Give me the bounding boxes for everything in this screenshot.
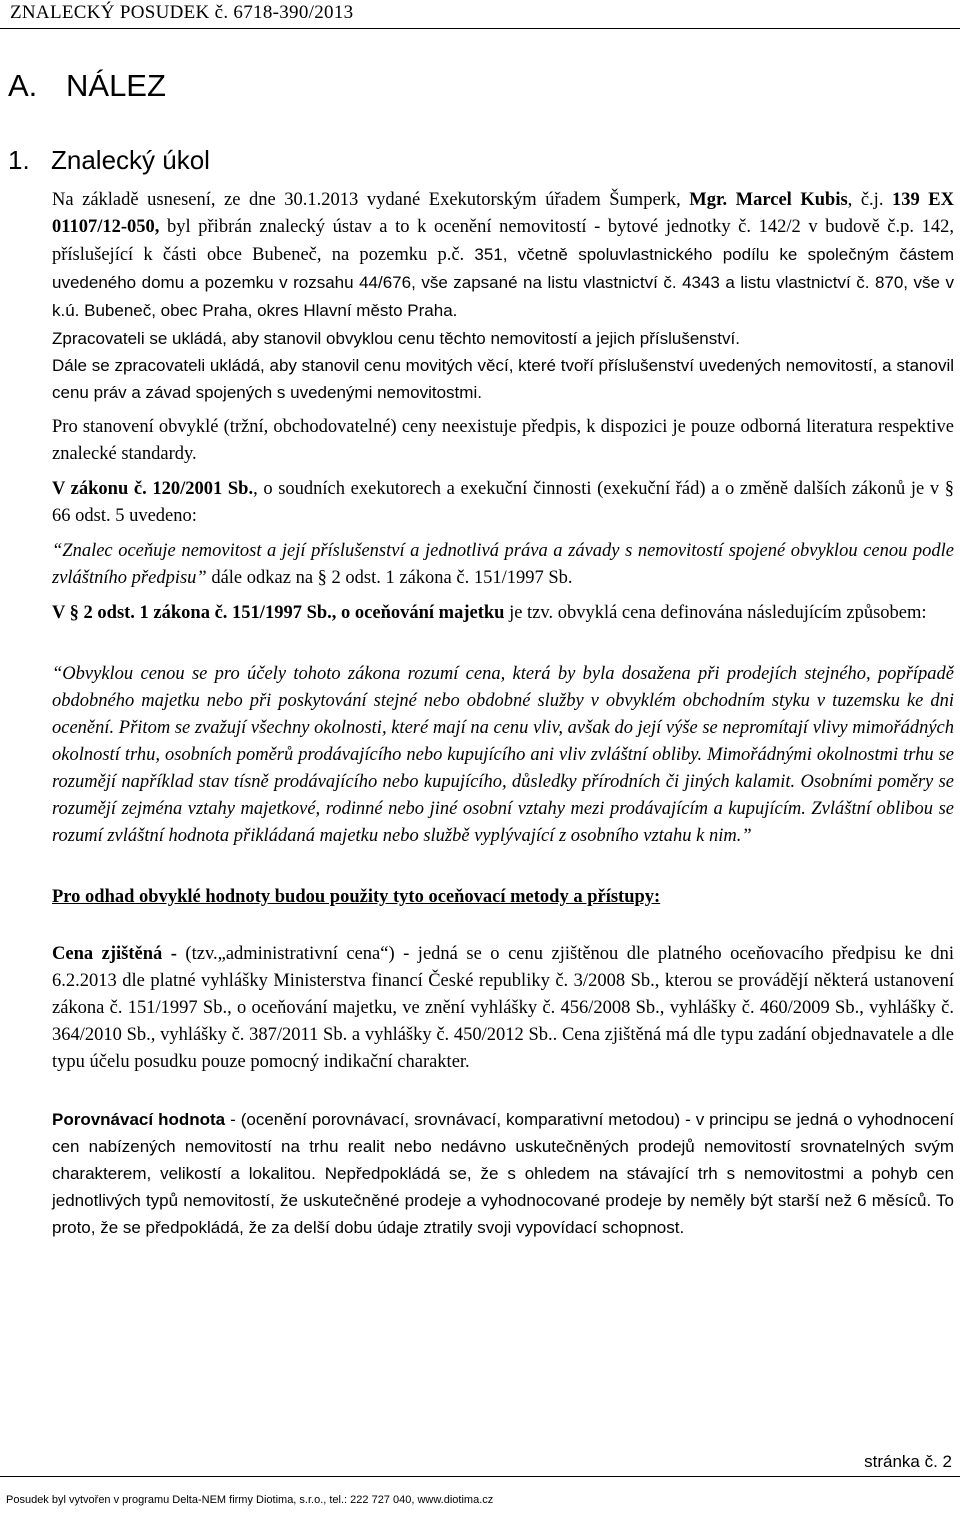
subsection-number: 1. <box>8 145 30 175</box>
assignment-paragraph: Zpracovateli se ukládá, aby stanovil obvyklou cenu těchto nemovitostí a jejich příslušenství. <box>52 329 740 348</box>
text-run: , č.j. <box>847 190 892 210</box>
law-reference: V zákonu č. 120/2001 Sb. <box>52 479 254 499</box>
text-run: , o soudních exekutorech a exekuční činnosti (exekuční řád) a o změně dalších zákonů je v § 66 odst. 5 uvedeno: <box>52 479 954 526</box>
page-number: stránka č. 2 <box>864 1452 952 1471</box>
document-header: ZNALECKÝ POSUDEK č. 6718-390/2013 <box>10 2 354 23</box>
footer-note: Posudek byl vytvořen v programu Delta-NEM firmy Diotima, s.r.o., tel.: 222 727 040, www.diotima.cz <box>6 1494 494 1506</box>
definition-intro-paragraph <box>52 600 954 627</box>
standards-paragraph: Pro stanovení obvyklé (tržní, obchodovatelné) ceny neexistuje předpis, k dispozici je pouze odborná literatura respektive znalecké standardy. <box>52 417 954 464</box>
footer-divider <box>0 1476 960 1477</box>
methods-heading: Pro odhad obvyklé hodnoty budou použity tyto oceňovací metody a přístupy: <box>52 887 661 907</box>
header-divider <box>0 28 960 29</box>
method-cena-zjistena <box>52 941 954 1076</box>
text-run: Na základě usnesení, ze dne 30.1.2013 vydané Exekutorským úřadem Šumperk, <box>52 190 690 210</box>
law-quote: “Znalec oceňuje nemovitost a její příslušenství a jednotlivá práva a závady s nemovitostí spojené obvyklou cenou podle zvláštního předpisu” <box>52 541 954 588</box>
definition-quote: “Obvyklou cenou se pro účely tohoto zákona rozumí cena, která by byla dosažena při prodejích stejného, popřípadě obdobného majetku nebo při poskytování stejné nebo obdobné služby v obvyklém obchodním styku v tuzemsku ke dni ocenění. Přitom se zvažují všechny okolnosti, které mají na cenu vliv, avšak do její výše se nepromítají vlivy mimořádných okolností trhu, osobních poměrů prodávajícího nebo kupujícího ani vliv zvláštní obliby. Mimořádnými okolnostmi trhu se rozumějí například stav tísně prodávajícího nebo kupujícího, důsledky přírodních či jiných kalamit. Osobními poměry se rozumějí zejména vztahy majetkové, rodinné nebo jiné osobní vztahy mezi prodávajícím a kupujícím. Zvláštní oblibou se rozumí zvláštní hodnota přikládaná majetku nebo službě vyplývající z osobního vztahu k nim.” <box>52 664 954 846</box>
law-reference: V § 2 odst. 1 zákona č. 151/1997 Sb., o oceňování majetku <box>52 603 505 623</box>
task-paragraph <box>52 187 954 325</box>
section-heading <box>8 68 166 104</box>
text-run: dále odkaz na § 2 odst. 1 zákona č. 151/1997 Sb. <box>206 568 573 588</box>
document-body <box>52 187 954 1241</box>
text-run: byl přibrán znalecký ústav a to k ocenění nemovitostí - bytové jednotky č. 142/2 v budově č.p. 142, příslušející k části obce Bubeneč, na pozemku p.č. <box>52 217 954 265</box>
method-description: (tzv.„administrativní cena“) - jedná se o cenu zjištěnou dle platného oceňovacího předpisu ke dni 6.2.2013 dle platné vyhlášky Ministerstva financí České republiky č. 3/2008 Sb., kterou se provádějí některá ustanovení zákona č. 151/1997 Sb., o oceňování majetku, ve znění vyhlášky č. 456/2008 Sb., vyhlášky č. 460/2009 Sb., vyhlášky č. 364/2010 Sb., vyhlášky č. 387/2011 Sb. a vyhlášky č. 450/2012 Sb.. Cena zjištěná má dle typu zadání objednavatele a dle typu účelu posudku pouze pomocný indikační charakter. <box>52 944 954 1072</box>
subsection-heading <box>8 145 210 176</box>
text-run: je tzv. obvyklá cena definována následujícím způsobem: <box>504 603 927 623</box>
assignment-paragraph-2: Dále se zpracovateli ukládá, aby stanovil cenu movitých věcí, které tvoří příslušenství uvedených nemovitostí, a stanovil cenu práv a závad spojených s uvedenými nemovitostmi. <box>52 356 954 402</box>
method-description: - (ocenění porovnávací, srovnávací, komparativní metodou) - v principu se jedná o vyhodnocení cen nabízených nemovitostí na trhu realit nebo nedávno uskutečněných prodejů nemovitostí srovnatelných svým charakterem, velikostí a lokalitou. Nepředpokládá se, že s ohledem na stávající trh s nemovitostmi a pohyb cen jednotlivých typů nemovitostí, že uskutečněné prodeje a vyhodnocované prodeje by neměly být starší než 6 měsíců. To proto, že se předpokládá, že za delší dobu údaje ztratily svoji vypovídací schopnost. <box>52 1110 954 1237</box>
subsection-title: Znalecký úkol <box>51 145 210 175</box>
method-label: Porovnávací hodnota <box>52 1110 226 1129</box>
section-title: NÁLEZ <box>66 68 166 103</box>
text-run-sans: 351, včetně spoluvlastnického podílu ke společným částem uvedeného domu a pozemku v rozsahu 44/676, vše zapsané na listu vlastnictví č. 4343 a listu vlastnictví č. 870, vše v k.ú. Bubeneč, obec Praha, okres Hlavní město Praha. <box>52 245 954 320</box>
quote-paragraph <box>52 538 954 592</box>
method-porovnavaci-hodnota <box>52 1106 954 1241</box>
law-paragraph <box>52 476 954 530</box>
section-number: A. <box>8 68 38 103</box>
text-run-bold: Mgr. Marcel Kubis <box>689 190 848 210</box>
method-label: Cena zjištěná - <box>52 944 177 964</box>
text-run-bold: 139 EX 01107/12-050, <box>52 190 954 237</box>
